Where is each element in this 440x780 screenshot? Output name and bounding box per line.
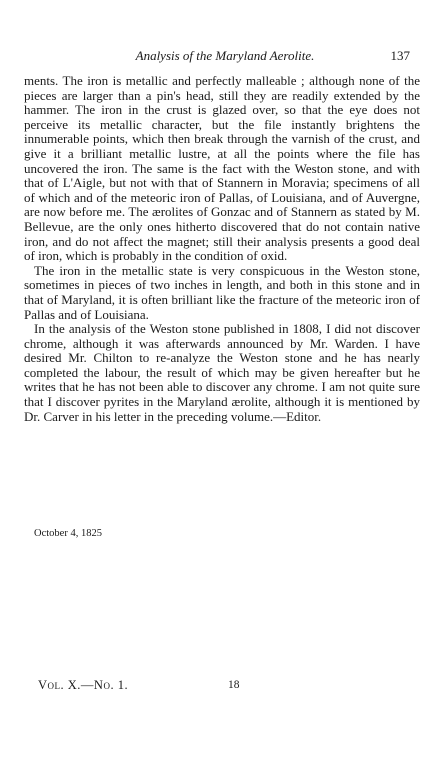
signature-mark: 18 [228,679,240,691]
running-head-title: Analysis of the Maryland Aerolite. [135,48,315,63]
dateline: October 4, 1825 [34,528,102,539]
paragraph-2: The iron in the metallic state is very conspicuous in the Weston stone, sometimes in pieces of two inches in length, and both in this stone and in that of Maryland, it is often brilliant like the fracture of the meteoric iron of Pallas and of Louisiana. [24,262,420,322]
page-number: 137 [390,48,410,63]
paragraph-3: In the analysis of the Weston stone published in 1808, I did not discover chrome, although it was afterwards announced by Mr. Warden. I have desired Mr. Chilton to re-analyze the Weston stone and he has nearly completed the labour, the result of which may be given hereafter but he writes that he has not been able to discover any chrome. I am not quite sure that I discover pyrites in the Maryland ærolite, although it is mentioned by Dr. Carver in his letter in the preceding volume.—Editor. [24,321,420,424]
paragraph-1: ments. The iron is metallic and perfectly malleable ; although none of the pieces are larger than a pin's head, still they are readily extended by the hammer. The iron in the crust is glazed over, so that the eye does not perceive its metallic character, but the file instantly brightens the innumerable points, which then break through the varnish of the crust, and give it a brilliant metallic lustre, at all the points where the file has uncovered the iron. The same is the fact with the Weston stone, and with that of L'Aigle, but not with that of Stannern in Moravia; specimens of all of which and of the meteoric iron of Pallas, of Louisiana, and of Auvergne, are now before me. The ærolites of Gonzac and of Stannern as stated by M. Bellevue, are the only ones hitherto discovered that do not contain native iron, and do not affect the magnet; still their analysis presents a good deal of iron, which is probably in the condition of oxid. [24,73,420,264]
body-text [24,74,420,424]
volume-footer: Vol. X.—No. 1. [38,678,129,692]
